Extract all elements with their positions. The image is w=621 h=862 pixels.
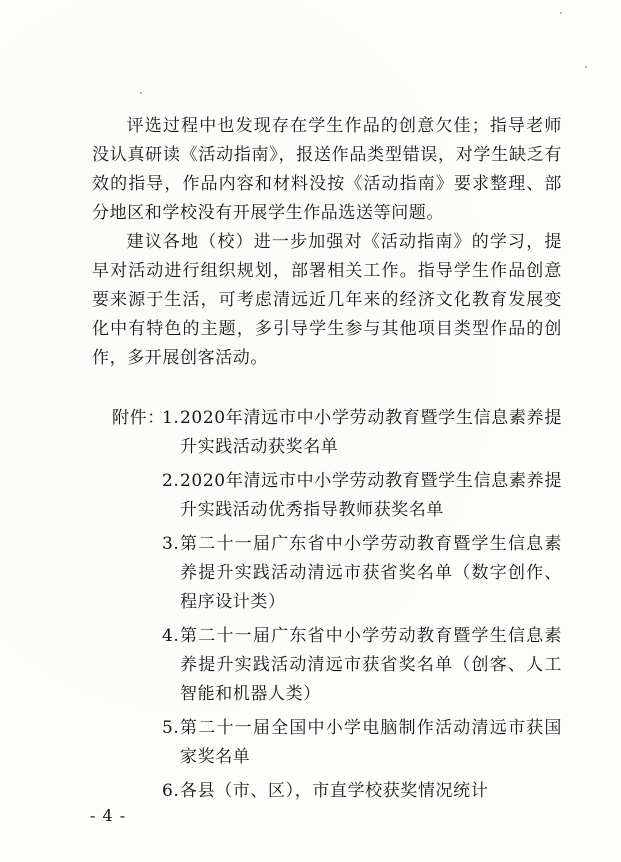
paragraph-2-text: 建议各地（校）进一步加强对《活动指南》的学习，提早对活动进行组织规划，部署相关工作。指导学生作品创意要来源于生活，可考虑清远近几年来的经济文化教育发展变化中有特色的主题，多引导学生参与其他项目类型作品的创作，多开展创客活动。 <box>92 232 562 368</box>
paragraph-1-text: 评选过程中也发现存在学生作品的创意欠佳；指导老师没认真研读《活动指南》，报送作品类型错误，对学生缺乏有效的指导，作品内容和材料没按《活动指南》要求整理、部分地区和学校没有开展学生作品选送等问题。 <box>92 116 562 223</box>
attachment-item-4 <box>162 622 562 709</box>
attachment-text: 第二十一届全国中小学电脑制作活动清远市获国家奖名单 <box>180 718 562 767</box>
attachment-text: 2020年清远市中小学劳动教育暨学生信息素养提升实践活动优秀指导教师获奖名单 <box>180 471 562 520</box>
attachment-item-5 <box>162 714 562 772</box>
scan-speck <box>560 12 562 14</box>
attachment-number: 5. <box>162 718 180 738</box>
scan-speck <box>585 66 587 68</box>
attachment-text: 各县（市、区），市直学校获奖情况统计 <box>180 781 489 801</box>
attachment-item-1 <box>162 404 562 462</box>
attachment-item-3 <box>162 530 562 617</box>
body-paragraph-2 <box>92 228 562 373</box>
attachment-number: 3. <box>162 534 180 554</box>
attachment-number: 2. <box>162 471 180 491</box>
body-paragraph-1 <box>92 112 562 228</box>
attachment-text: 2020年清远市中小学劳动教育暨学生信息素养提升实践活动获奖名单 <box>180 408 562 457</box>
attachments-list <box>162 404 562 811</box>
attachment-number: 6. <box>162 781 180 801</box>
attachment-number: 4. <box>162 626 180 646</box>
page-number: - 4 - <box>90 806 127 825</box>
attachment-text: 第二十一届广东省中小学劳动教育暨学生信息素养提升实践活动清远市获省奖名单（数字创作、程序设计类） <box>180 534 562 612</box>
scan-speck <box>140 92 142 94</box>
attachment-item-6 <box>162 777 562 806</box>
attachments-label: 附件： <box>112 408 165 428</box>
attachment-number: 1. <box>162 408 180 428</box>
attachment-item-2 <box>162 467 562 525</box>
attachment-text: 第二十一届广东省中小学劳动教育暨学生信息素养提升实践活动清远市获省奖名单（创客、人工智能和机器人类） <box>180 626 562 704</box>
